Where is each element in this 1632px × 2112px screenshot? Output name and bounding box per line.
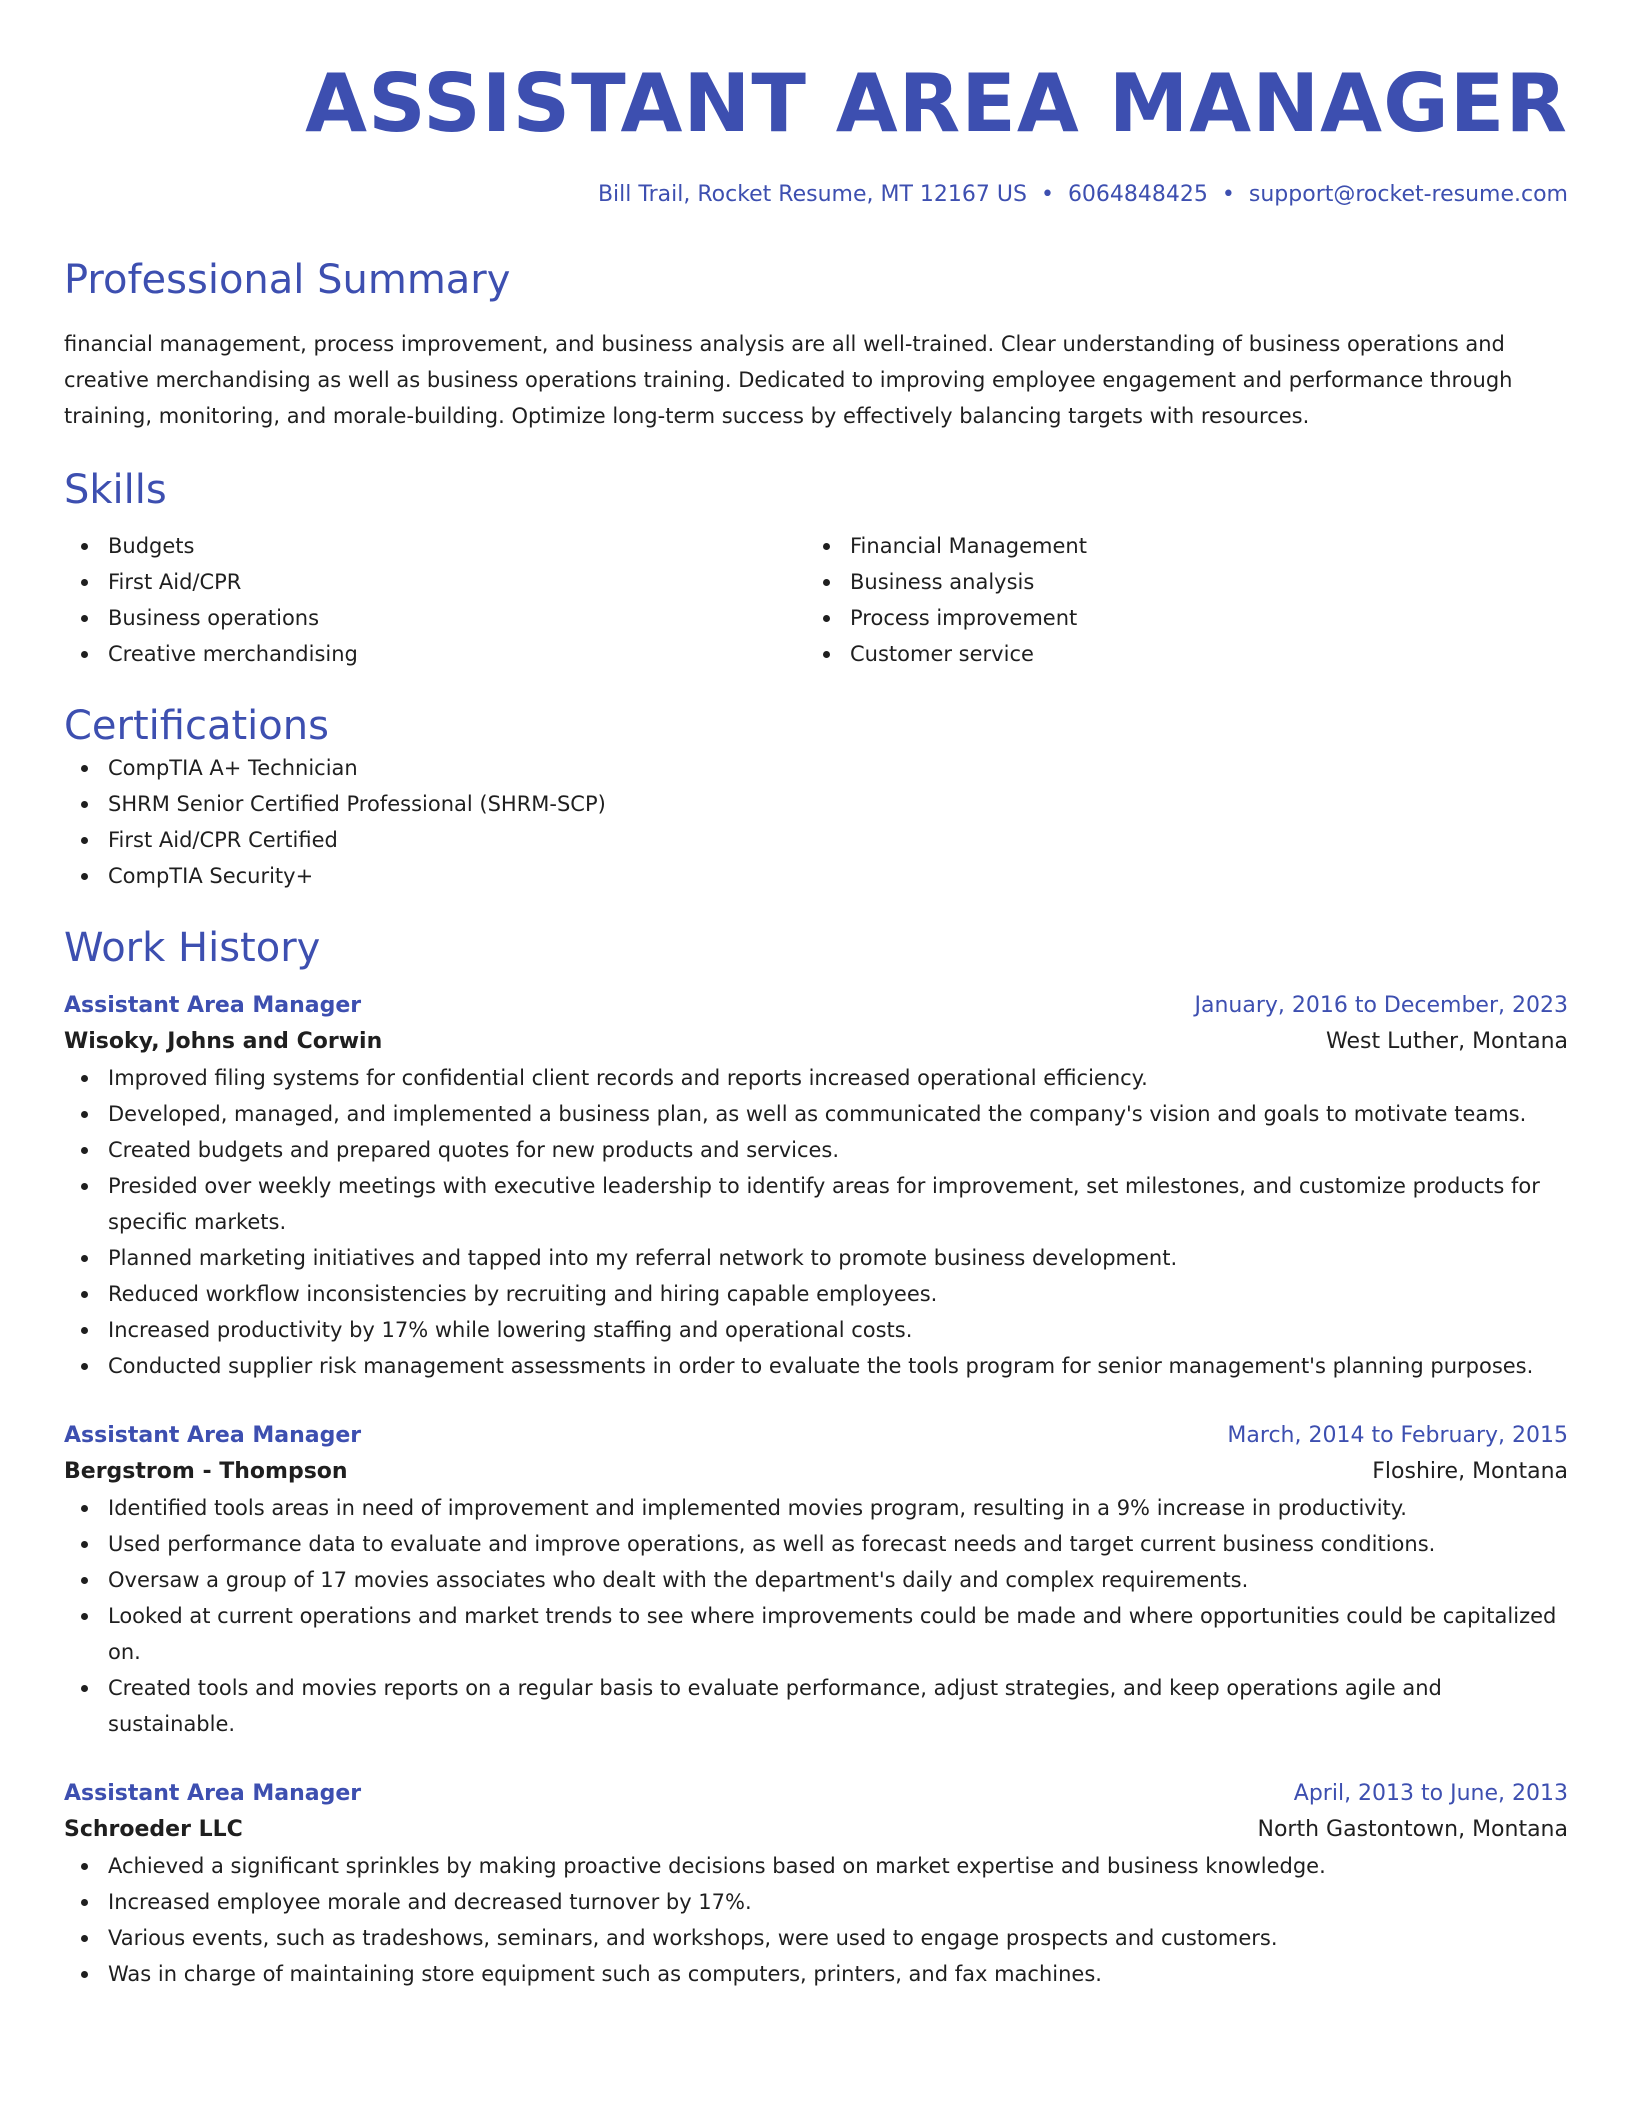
section-title-summary: Professional Summary bbox=[64, 257, 511, 303]
section-title-certifications: Certifications bbox=[64, 703, 329, 749]
job-dates: January, 2016 to December, 2023 bbox=[1194, 993, 1568, 1018]
skill-item: Business operations bbox=[64, 600, 806, 636]
contact-email[interactable]: support@rocket-resume.com bbox=[1248, 182, 1568, 207]
contact-separator: • bbox=[1040, 182, 1054, 207]
skill-item: Creative merchandising bbox=[64, 636, 806, 672]
skills-grid bbox=[64, 528, 1568, 672]
job-title: Assistant Area Manager bbox=[64, 1423, 362, 1448]
job-bullet-list bbox=[64, 1060, 1568, 1384]
job-bullet: Created tools and movies reports on a regular basis to evaluate performance, adjust strategies, and keep operations agile and sustainable. bbox=[64, 1670, 1568, 1742]
job-dates: April, 2013 to June, 2013 bbox=[1293, 1781, 1568, 1806]
work-history-section bbox=[64, 924, 1568, 1992]
contact-separator: • bbox=[1221, 182, 1235, 207]
certification-item: CompTIA A+ Technician bbox=[64, 750, 1568, 786]
job-location: North Gastontown, Montana bbox=[1257, 1817, 1568, 1842]
job-bullet: Used performance data to evaluate and improve operations, as well as forecast needs and target current business conditions. bbox=[64, 1526, 1568, 1562]
certifications-section bbox=[64, 702, 1568, 894]
skills-column-right bbox=[806, 528, 1548, 672]
job-bullet-list bbox=[64, 1490, 1568, 1742]
skill-item: Budgets bbox=[64, 528, 806, 564]
job-location: Floshire, Montana bbox=[1372, 1459, 1568, 1484]
contact-line bbox=[64, 180, 1568, 210]
section-title-work-history: Work History bbox=[64, 925, 321, 971]
summary-section bbox=[64, 256, 1568, 434]
job-company: Schroeder LLC bbox=[64, 1817, 243, 1842]
job-bullet: Planned marketing initiatives and tapped into my referral network to promote business development. bbox=[64, 1240, 1568, 1276]
skills-section bbox=[64, 466, 1568, 672]
job-entry bbox=[64, 1418, 1568, 1742]
job-bullet-list bbox=[64, 1848, 1568, 1992]
skill-item: First Aid/CPR bbox=[64, 564, 806, 600]
job-company: Bergstrom - Thompson bbox=[64, 1459, 348, 1484]
job-location: West Luther, Montana bbox=[1326, 1029, 1568, 1054]
job-company-row bbox=[64, 1024, 1568, 1060]
skill-item: Customer service bbox=[806, 636, 1548, 672]
job-bullet: Reduced workflow inconsistencies by recruiting and hiring capable employees. bbox=[64, 1276, 1568, 1312]
job-bullet: Identified tools areas in need of improvement and implemented movies program, resulting in a 9% increase in productivity. bbox=[64, 1490, 1568, 1526]
job-bullet: Created budgets and prepared quotes for new products and services. bbox=[64, 1132, 1568, 1168]
skills-column-left bbox=[64, 528, 806, 672]
contact-address: Bill Trail, Rocket Resume, MT 12167 US bbox=[597, 182, 1027, 207]
job-bullet: Increased employee morale and decreased turnover by 17%. bbox=[64, 1884, 1568, 1920]
summary-text: financial management, process improvement, and business analysis are all well-trained. Clear understanding of business operations and creative merchandising as well as business operations training. Dedicated to improving employee engagement and performance through training, monitoring, and morale-building. Optimize long-term success by effectively balancing targets with resources. bbox=[64, 332, 1513, 428]
job-bullet: Conducted supplier risk management assessments in order to evaluate the tools program for senior management's planning purposes. bbox=[64, 1348, 1568, 1384]
certifications-list bbox=[64, 750, 1568, 894]
job-bullet: Achieved a significant sprinkles by making proactive decisions based on market expertise and business knowledge. bbox=[64, 1848, 1568, 1884]
job-bullet: Was in charge of maintaining store equipment such as computers, printers, and fax machines. bbox=[64, 1956, 1568, 1992]
job-bullet: Various events, such as tradeshows, seminars, and workshops, were used to engage prospects and customers. bbox=[64, 1920, 1568, 1956]
job-title: Assistant Area Manager bbox=[64, 993, 362, 1018]
job-company-row bbox=[64, 1812, 1568, 1848]
skill-item: Business analysis bbox=[806, 564, 1548, 600]
skill-item: Process improvement bbox=[806, 600, 1548, 636]
skill-item: Financial Management bbox=[806, 528, 1548, 564]
job-bullet: Increased productivity by 17% while lowering staffing and operational costs. bbox=[64, 1312, 1568, 1348]
job-company-row bbox=[64, 1454, 1568, 1490]
job-header-row bbox=[64, 1418, 1568, 1454]
job-bullet: Oversaw a group of 17 movies associates who dealt with the department's daily and complex requirements. bbox=[64, 1562, 1568, 1598]
job-bullet: Looked at current operations and market trends to see where improvements could be made and where opportunities could be capitalized on. bbox=[64, 1598, 1568, 1670]
section-title-skills: Skills bbox=[64, 467, 167, 513]
job-header-row bbox=[64, 1776, 1568, 1812]
resume-name: ASSISTANT AREA MANAGER bbox=[305, 57, 1568, 150]
certification-item: CompTIA Security+ bbox=[64, 858, 1568, 894]
job-entry bbox=[64, 1776, 1568, 1992]
job-dates: March, 2014 to February, 2015 bbox=[1227, 1423, 1568, 1448]
contact-phone: 6064848425 bbox=[1067, 182, 1208, 207]
job-company: Wisoky, Johns and Corwin bbox=[64, 1029, 383, 1054]
job-bullet: Developed, managed, and implemented a business plan, as well as communicated the company's vision and goals to motivate teams. bbox=[64, 1096, 1568, 1132]
job-bullet: Presided over weekly meetings with executive leadership to identify areas for improvement, set milestones, and customize products for specific markets. bbox=[64, 1168, 1568, 1240]
certification-item: SHRM Senior Certified Professional (SHRM-SCP) bbox=[64, 786, 1568, 822]
certification-item: First Aid/CPR Certified bbox=[64, 822, 1568, 858]
job-entry bbox=[64, 988, 1568, 1384]
job-header-row bbox=[64, 988, 1568, 1024]
job-title: Assistant Area Manager bbox=[64, 1781, 362, 1806]
job-bullet: Improved filing systems for confidential client records and reports increased operational efficiency. bbox=[64, 1060, 1568, 1096]
